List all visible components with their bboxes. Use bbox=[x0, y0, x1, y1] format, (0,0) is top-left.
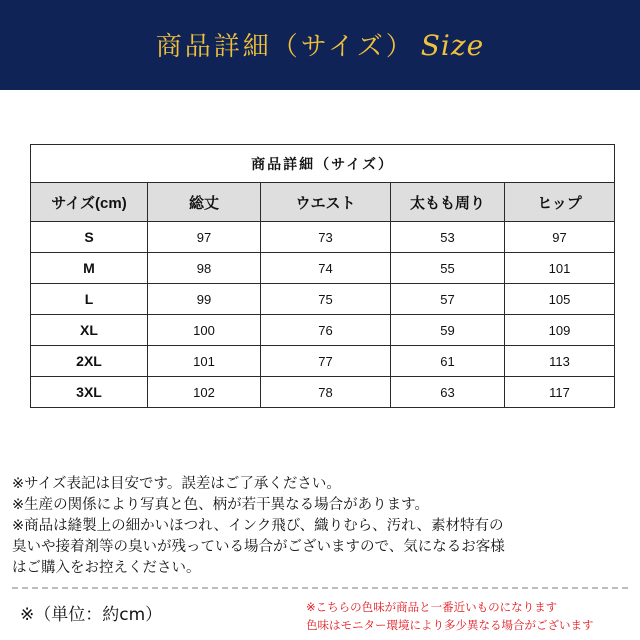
banner-title-text: 商品詳細（サイズ） bbox=[155, 32, 415, 62]
waist-cell: 76 bbox=[261, 315, 391, 346]
waist-cell: 78 bbox=[261, 377, 391, 408]
header-size: サイズ(cm) bbox=[31, 183, 148, 222]
color-note-line: ※こちらの色味が商品と一番近いものになります bbox=[306, 600, 558, 614]
size-cell: 3XL bbox=[31, 377, 148, 408]
hip-cell: 97 bbox=[505, 222, 615, 253]
size-cell: L bbox=[31, 284, 148, 315]
header-thigh: 太もも周り bbox=[391, 183, 505, 222]
hip-cell: 109 bbox=[505, 315, 615, 346]
length-cell: 97 bbox=[148, 222, 261, 253]
table-caption-row bbox=[31, 145, 615, 183]
title-banner bbox=[0, 0, 640, 90]
table-row bbox=[31, 284, 615, 315]
size-table bbox=[30, 144, 615, 408]
table-row bbox=[31, 315, 615, 346]
notes-block bbox=[12, 474, 632, 579]
dashed-divider bbox=[12, 587, 628, 589]
header-hip: ヒップ bbox=[505, 183, 615, 222]
color-note-line: 色味はモニター環境により多少異なる場合がございます bbox=[306, 618, 594, 632]
header-waist: ウエスト bbox=[261, 183, 391, 222]
hip-cell: 105 bbox=[505, 284, 615, 315]
unit-note: ※（単位：約cm） bbox=[20, 605, 163, 625]
color-disclaimer bbox=[306, 598, 594, 634]
table-row bbox=[31, 222, 615, 253]
header-total-length: 総丈 bbox=[148, 183, 261, 222]
table-caption: 商品詳細（サイズ） bbox=[31, 145, 615, 183]
note-line: はご購入をお控えください。 bbox=[12, 560, 201, 576]
size-cell: S bbox=[31, 222, 148, 253]
thigh-cell: 53 bbox=[391, 222, 505, 253]
waist-cell: 75 bbox=[261, 284, 391, 315]
hip-cell: 117 bbox=[505, 377, 615, 408]
banner-title bbox=[0, 26, 640, 63]
hip-cell: 101 bbox=[505, 253, 615, 284]
waist-cell: 77 bbox=[261, 346, 391, 377]
banner-script-word: Size bbox=[420, 29, 485, 62]
length-cell: 101 bbox=[148, 346, 261, 377]
table-row bbox=[31, 346, 615, 377]
note-line: ※生産の関係により写真と色、柄が若干異なる場合があります。 bbox=[12, 497, 429, 513]
length-cell: 102 bbox=[148, 377, 261, 408]
size-cell: XL bbox=[31, 315, 148, 346]
waist-cell: 73 bbox=[261, 222, 391, 253]
thigh-cell: 59 bbox=[391, 315, 505, 346]
table-row bbox=[31, 377, 615, 408]
hip-cell: 113 bbox=[505, 346, 615, 377]
length-cell: 99 bbox=[148, 284, 261, 315]
note-line: ※サイズ表記は目安です。誤差はご了承ください。 bbox=[12, 476, 341, 492]
size-cell: M bbox=[31, 253, 148, 284]
length-cell: 100 bbox=[148, 315, 261, 346]
length-cell: 98 bbox=[148, 253, 261, 284]
thigh-cell: 57 bbox=[391, 284, 505, 315]
thigh-cell: 61 bbox=[391, 346, 505, 377]
note-line: ※商品は縫製上の細かいほつれ、インク飛び、織りむら、汚れ、素材特有の bbox=[12, 518, 504, 534]
thigh-cell: 55 bbox=[391, 253, 505, 284]
table-row bbox=[31, 253, 615, 284]
note-line: 臭いや接着剤等の臭いが残っている場合がございますので、気になるお客様 bbox=[12, 539, 505, 555]
table-header-row bbox=[31, 183, 615, 222]
thigh-cell: 63 bbox=[391, 377, 505, 408]
waist-cell: 74 bbox=[261, 253, 391, 284]
size-cell: 2XL bbox=[31, 346, 148, 377]
